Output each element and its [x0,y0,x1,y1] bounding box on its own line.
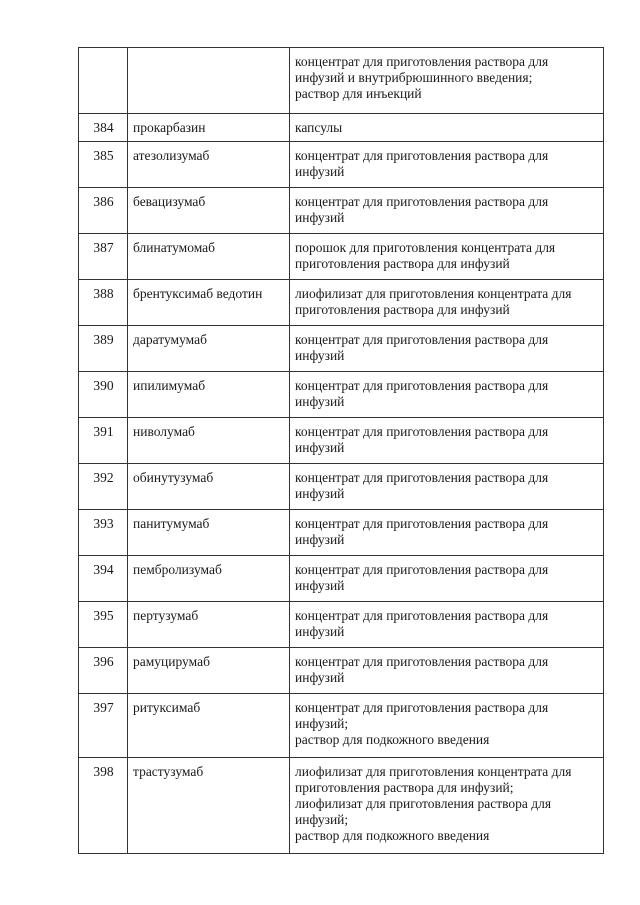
dosage-form-cell [290,114,604,142]
dosage-form-cell [290,510,604,556]
row-number: 391 [79,418,128,464]
table-row [79,280,604,326]
dosage-form-cell [290,188,604,234]
dosage-form-cell [290,234,604,280]
drug-name: даратумумаб [128,326,290,372]
dosage-form: лиофилизат для приготовления концентрата для приготовления раствора для инфузий; [295,764,572,795]
drug-name: бевацизумаб [128,188,290,234]
drug-table [78,47,604,854]
drug-name: пембролизумаб [128,556,290,602]
table-row [79,556,604,602]
table-row [79,188,604,234]
dosage-form-cell [290,326,604,372]
row-number: 387 [79,234,128,280]
dosage-form-cell [290,648,604,694]
drug-name: атезолизумаб [128,142,290,188]
dosage-form-cell [290,372,604,418]
row-number: 389 [79,326,128,372]
dosage-form: концентрат для приготовления раствора для инфузий [295,378,549,409]
dosage-form-cell [290,758,604,854]
dosage-form-cell [290,464,604,510]
table-row [79,694,604,758]
dosage-form: концентрат для приготовления раствора для инфузий; [295,700,549,731]
row-number: 385 [79,142,128,188]
dosage-form: концентрат для приготовления раствора для инфузий [295,608,549,639]
drug-name: пертузумаб [128,602,290,648]
drug-name: блинатумомаб [128,234,290,280]
row-number: 398 [79,758,128,854]
drug-name: обинутузумаб [128,464,290,510]
row-number: 384 [79,114,128,142]
drug-name: ниволумаб [128,418,290,464]
row-number: 392 [79,464,128,510]
dosage-form: концентрат для приготовления раствора для инфузий и внутрибрюшинного введения; [295,54,549,85]
table-row [79,418,604,464]
row-number: 393 [79,510,128,556]
dosage-form: раствор для инъекций [295,86,422,101]
dosage-form: концентрат для приготовления раствора для инфузий [295,562,549,593]
table-body [79,48,604,854]
row-number: 386 [79,188,128,234]
dosage-form: раствор для подкожного введения [295,828,490,843]
dosage-form: концентрат для приготовления раствора для инфузий [295,516,549,547]
dosage-form: раствор для подкожного введения [295,732,490,747]
dosage-form-cell [290,694,604,758]
table-row [79,648,604,694]
drug-name [128,48,290,114]
dosage-form: капсулы [295,120,343,135]
drug-name: прокарбазин [128,114,290,142]
dosage-form: концентрат для приготовления раствора для инфузий [295,470,549,501]
drug-name: трастузумаб [128,758,290,854]
drug-name: брентуксимаб ведотин [128,280,290,326]
dosage-form: концентрат для приготовления раствора для инфузий [295,654,549,685]
dosage-form: порошок для приготовления концентрата для приготовления раствора для инфузий [295,240,556,271]
table-row [79,464,604,510]
row-number: 394 [79,556,128,602]
dosage-form-cell [290,280,604,326]
table-row [79,48,604,114]
drug-name: панитумумаб [128,510,290,556]
table-row [79,326,604,372]
table-row [79,142,604,188]
row-number: 396 [79,648,128,694]
dosage-form-cell [290,48,604,114]
dosage-form: лиофилизат для приготовления раствора для инфузий; [295,796,552,827]
table-row [79,372,604,418]
dosage-form: концентрат для приготовления раствора для инфузий [295,148,549,179]
dosage-form: концентрат для приготовления раствора для инфузий [295,424,549,455]
dosage-form-cell [290,142,604,188]
drug-name: ритуксимаб [128,694,290,758]
table-row [79,602,604,648]
row-number: 395 [79,602,128,648]
row-number: 397 [79,694,128,758]
table-row [79,234,604,280]
dosage-form: лиофилизат для приготовления концентрата для приготовления раствора для инфузий [295,286,572,317]
drug-name: ипилимумаб [128,372,290,418]
row-number: 388 [79,280,128,326]
dosage-form-cell [290,602,604,648]
dosage-form-cell [290,556,604,602]
dosage-form: концентрат для приготовления раствора для инфузий [295,332,549,363]
row-number: 390 [79,372,128,418]
table-row [79,758,604,854]
table-row [79,510,604,556]
table-row [79,114,604,142]
dosage-form-cell [290,418,604,464]
row-number [79,48,128,114]
drug-name: рамуцирумаб [128,648,290,694]
dosage-form: концентрат для приготовления раствора для инфузий [295,194,549,225]
